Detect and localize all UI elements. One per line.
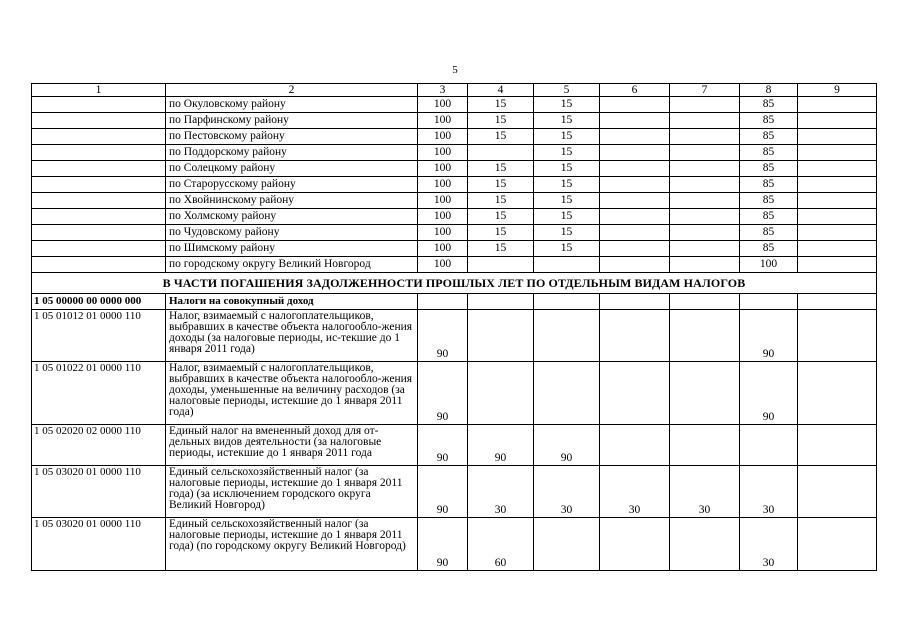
value-cell — [600, 310, 670, 362]
value-cell — [418, 294, 468, 310]
district-row — [32, 145, 877, 161]
column-number: 6 — [600, 84, 670, 97]
value-cell: 30 — [600, 466, 670, 518]
value-cell: 15 — [468, 113, 534, 129]
value-cell — [798, 310, 877, 362]
column-number: 8 — [740, 84, 798, 97]
tax-item-name: Налог, взимаемый с налогоплательщиков, выбравших в качестве объекта налогообло-жения доходы (за налоговые периоды, ис-текшие до 1 января 2011 года) — [166, 310, 418, 362]
value-cell: 15 — [534, 225, 600, 241]
district-name: по городскому округу Великий Новгород — [166, 257, 418, 273]
value-cell — [468, 145, 534, 161]
code-cell — [32, 241, 166, 257]
code-cell — [32, 257, 166, 273]
value-cell — [600, 97, 670, 113]
value-cell: 85 — [740, 225, 798, 241]
tax-item-name: Единый сельскохозяйственный налог (за налоговые периоды, истекшие до 1 января 2011 года) (за исключением городского округа Великий Новгород) — [166, 466, 418, 518]
district-name: по Старорусскому району — [166, 177, 418, 193]
value-cell — [740, 294, 798, 310]
value-cell: 15 — [534, 161, 600, 177]
value-cell — [740, 425, 798, 466]
value-cell: 100 — [418, 177, 468, 193]
value-cell — [600, 425, 670, 466]
district-row — [32, 129, 877, 145]
district-name: по Парфинскому району — [166, 113, 418, 129]
district-row — [32, 241, 877, 257]
district-row — [32, 257, 877, 273]
value-cell — [600, 161, 670, 177]
value-cell — [670, 113, 740, 129]
value-cell — [600, 518, 670, 571]
tax-item-row — [32, 310, 877, 362]
value-cell: 90 — [740, 362, 798, 425]
value-cell: 60 — [468, 518, 534, 571]
group-row — [32, 294, 877, 310]
value-cell — [468, 362, 534, 425]
value-cell: 90 — [468, 425, 534, 466]
value-cell: 15 — [534, 129, 600, 145]
value-cell: 90 — [740, 310, 798, 362]
value-cell: 90 — [418, 466, 468, 518]
value-cell: 15 — [534, 145, 600, 161]
value-cell: 85 — [740, 209, 798, 225]
value-cell — [798, 518, 877, 571]
value-cell — [670, 129, 740, 145]
district-row — [32, 97, 877, 113]
value-cell — [534, 362, 600, 425]
district-name: по Холмскому району — [166, 209, 418, 225]
value-cell: 15 — [534, 113, 600, 129]
tax-item-name: Единый налог на вмененный доход для от-дельных видов деятельности (за налоговые периоды, истекшие до 1 января 2011 года — [166, 425, 418, 466]
value-cell: 85 — [740, 177, 798, 193]
district-row — [32, 177, 877, 193]
budget-code: 1 05 01022 01 0000 110 — [32, 362, 166, 425]
value-cell — [670, 518, 740, 571]
value-cell — [798, 425, 877, 466]
value-cell — [798, 145, 877, 161]
code-cell — [32, 177, 166, 193]
value-cell: 100 — [740, 257, 798, 273]
value-cell: 100 — [418, 145, 468, 161]
code-cell — [32, 161, 166, 177]
district-name: по Поддорскому району — [166, 145, 418, 161]
value-cell: 15 — [468, 161, 534, 177]
value-cell: 100 — [418, 161, 468, 177]
tax-item-row — [32, 518, 877, 571]
value-cell — [670, 177, 740, 193]
district-name: по Окуловскому району — [166, 97, 418, 113]
group-code: 1 05 00000 00 0000 000 — [32, 294, 166, 310]
value-cell: 15 — [468, 225, 534, 241]
value-cell — [600, 129, 670, 145]
tax-item-row — [32, 466, 877, 518]
value-cell: 85 — [740, 161, 798, 177]
value-cell: 90 — [418, 310, 468, 362]
tax-item-row — [32, 362, 877, 425]
value-cell: 90 — [418, 425, 468, 466]
value-cell: 15 — [534, 209, 600, 225]
value-cell: 30 — [740, 466, 798, 518]
column-number: 7 — [670, 84, 740, 97]
value-cell — [600, 193, 670, 209]
value-cell: 85 — [740, 241, 798, 257]
value-cell: 90 — [534, 425, 600, 466]
tax-item-name: Налог, взимаемый с налогоплательщиков, выбравших в качестве объекта налогообло-жения доходы, уменьшенные на величину расходов (за налоговые периоды, истекшие до 1 января 2011 года) — [166, 362, 418, 425]
value-cell — [600, 145, 670, 161]
value-cell — [670, 145, 740, 161]
value-cell: 100 — [418, 113, 468, 129]
budget-code: 1 05 02020 02 0000 110 — [32, 425, 166, 466]
value-cell — [798, 362, 877, 425]
value-cell — [798, 241, 877, 257]
value-cell — [600, 177, 670, 193]
value-cell: 90 — [418, 518, 468, 571]
value-cell — [798, 177, 877, 193]
district-name: по Шимскому району — [166, 241, 418, 257]
value-cell: 30 — [468, 466, 534, 518]
value-cell — [798, 193, 877, 209]
code-cell — [32, 97, 166, 113]
value-cell — [534, 310, 600, 362]
code-cell — [32, 209, 166, 225]
district-name: по Чудовскому району — [166, 225, 418, 241]
value-cell — [468, 310, 534, 362]
value-cell: 100 — [418, 241, 468, 257]
value-cell — [798, 161, 877, 177]
district-row — [32, 225, 877, 241]
value-cell — [670, 161, 740, 177]
column-number: 4 — [468, 84, 534, 97]
value-cell: 85 — [740, 113, 798, 129]
value-cell — [534, 518, 600, 571]
value-cell: 100 — [418, 257, 468, 273]
value-cell: 85 — [740, 97, 798, 113]
code-cell — [32, 113, 166, 129]
value-cell: 30 — [740, 518, 798, 571]
code-cell — [32, 145, 166, 161]
value-cell — [600, 362, 670, 425]
value-cell — [670, 294, 740, 310]
tax-item-name: Единый сельскохозяйственный налог (за налоговые периоды, истекшие до 1 января 2011 года) (по городскому округу Великий Новгород) — [166, 518, 418, 571]
value-cell — [534, 257, 600, 273]
code-cell — [32, 225, 166, 241]
value-cell — [670, 257, 740, 273]
value-cell: 15 — [534, 97, 600, 113]
value-cell: 15 — [534, 193, 600, 209]
value-cell — [600, 257, 670, 273]
value-cell: 100 — [418, 225, 468, 241]
budget-code: 1 05 01012 01 0000 110 — [32, 310, 166, 362]
value-cell: 100 — [418, 129, 468, 145]
code-cell — [32, 193, 166, 209]
value-cell: 15 — [534, 241, 600, 257]
section-heading-row — [32, 273, 877, 294]
column-number: 5 — [534, 84, 600, 97]
value-cell: 15 — [468, 209, 534, 225]
value-cell: 15 — [534, 177, 600, 193]
value-cell — [600, 113, 670, 129]
value-cell — [798, 225, 877, 241]
value-cell — [670, 310, 740, 362]
value-cell — [798, 113, 877, 129]
value-cell: 85 — [740, 129, 798, 145]
value-cell: 30 — [534, 466, 600, 518]
value-cell — [600, 225, 670, 241]
district-row — [32, 209, 877, 225]
value-cell — [670, 225, 740, 241]
value-cell: 100 — [418, 209, 468, 225]
value-cell: 15 — [468, 129, 534, 145]
column-number: 3 — [418, 84, 468, 97]
value-cell: 15 — [468, 193, 534, 209]
column-number: 1 — [32, 84, 166, 97]
column-number-row — [32, 84, 877, 97]
value-cell — [600, 209, 670, 225]
value-cell — [670, 209, 740, 225]
budget-code: 1 05 03020 01 0000 110 — [32, 466, 166, 518]
budget-code: 1 05 03020 01 0000 110 — [32, 518, 166, 571]
value-cell: 15 — [468, 241, 534, 257]
value-cell — [670, 362, 740, 425]
district-name: по Хвойнинскому району — [166, 193, 418, 209]
value-cell — [798, 129, 877, 145]
value-cell — [798, 466, 877, 518]
value-cell — [670, 425, 740, 466]
value-cell — [798, 97, 877, 113]
value-cell — [798, 209, 877, 225]
value-cell: 85 — [740, 145, 798, 161]
column-number: 2 — [166, 84, 418, 97]
value-cell — [600, 241, 670, 257]
value-cell — [468, 257, 534, 273]
district-row — [32, 161, 877, 177]
value-cell: 100 — [418, 97, 468, 113]
tax-item-row — [32, 425, 877, 466]
district-name: по Пестовскому району — [166, 129, 418, 145]
value-cell: 30 — [670, 466, 740, 518]
tax-distribution-table — [31, 83, 877, 571]
column-number: 9 — [798, 84, 877, 97]
value-cell — [798, 294, 877, 310]
value-cell: 15 — [468, 177, 534, 193]
district-row — [32, 113, 877, 129]
value-cell — [670, 241, 740, 257]
value-cell — [534, 294, 600, 310]
value-cell: 85 — [740, 193, 798, 209]
group-name: Налоги на совокупный доход — [166, 294, 418, 310]
value-cell — [600, 294, 670, 310]
value-cell: 15 — [468, 97, 534, 113]
district-name: по Солецкому району — [166, 161, 418, 177]
section-title: В ЧАСТИ ПОГАШЕНИЯ ЗАДОЛЖЕННОСТИ ПРОШЛЫХ ЛЕТ ПО ОТДЕЛЬНЫМ ВИДАМ НАЛОГОВ — [32, 273, 877, 294]
value-cell — [798, 257, 877, 273]
value-cell: 90 — [418, 362, 468, 425]
district-row — [32, 193, 877, 209]
page-number: 5 — [452, 64, 458, 76]
value-cell — [670, 97, 740, 113]
value-cell — [468, 294, 534, 310]
value-cell: 100 — [418, 193, 468, 209]
value-cell — [670, 193, 740, 209]
code-cell — [32, 129, 166, 145]
